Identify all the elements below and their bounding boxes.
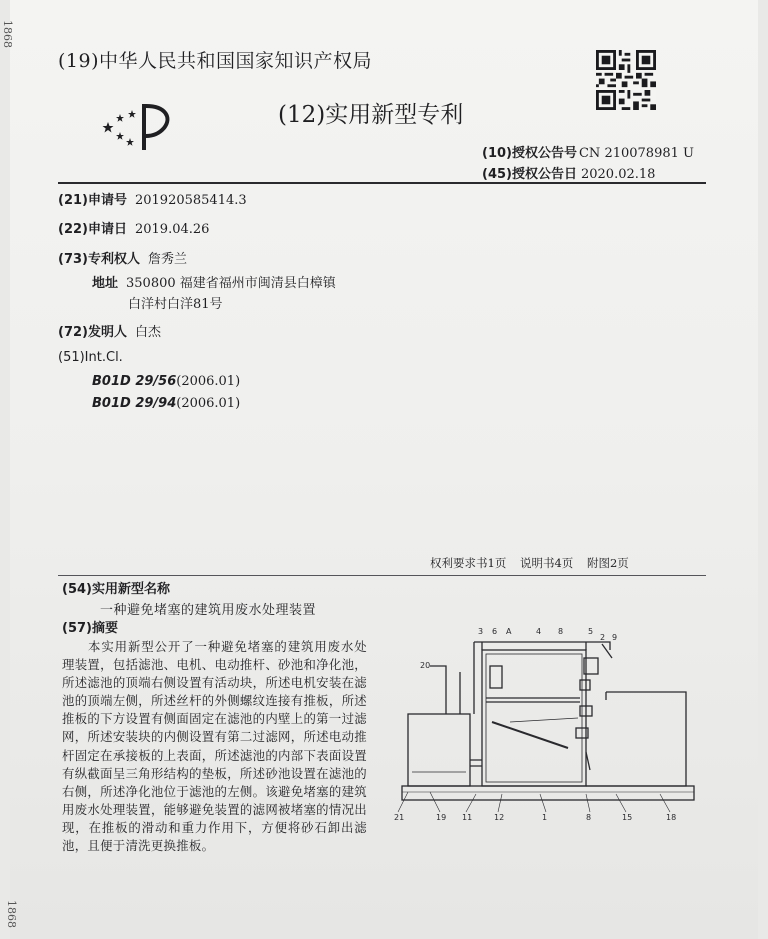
ipc-label: (51)Int.Cl. [58, 350, 123, 365]
patent-page [1, 0, 758, 939]
publication-number-label: (10)授权公告号 [482, 146, 577, 161]
page-count-summary [430, 555, 629, 571]
address-row [92, 272, 336, 291]
ipc-code: B01D 29/56 [92, 374, 177, 389]
figure-label: 6 [492, 627, 498, 636]
ipc-row-1 [92, 374, 240, 389]
address-label: 地址 [92, 276, 119, 291]
figure-label: 4 [536, 627, 542, 636]
patentee-label: (73)专利权人 [58, 252, 140, 267]
abstract-figure [390, 622, 702, 834]
figure-label: 15 [622, 813, 633, 822]
inventor-name: 白杰 [134, 325, 161, 340]
margin-mark-top: 1868 [1, 20, 14, 48]
figure-label: 19 [436, 813, 447, 822]
cnipa-logo [98, 98, 176, 156]
ipc-code: B01D 29/94 [92, 396, 177, 411]
publication-date-row [482, 163, 655, 182]
header-rule [58, 182, 706, 184]
publication-date: 2020.02.18 [580, 167, 656, 182]
title-section-label: (54)实用新型名称 [62, 582, 170, 597]
publication-date-label: (45)授权公告日 [482, 167, 577, 182]
figure-label: 1 [542, 813, 548, 822]
application-number-row [58, 189, 247, 208]
publication-number-row [482, 142, 694, 161]
figure-label: 3 [478, 627, 484, 636]
figure-label: 8 [586, 813, 592, 822]
ipc-version: (2006.01) [176, 396, 241, 411]
claims-pages: 权利要求书1页 [430, 556, 507, 570]
figure-label: 21 [394, 813, 405, 822]
ipc-version: (2006.01) [176, 374, 241, 389]
address-line-2: 白洋村白洋81号 [128, 297, 223, 312]
application-date-row [58, 218, 209, 237]
section-rule [58, 575, 706, 576]
document-type-title: (12)实用新型专利 [278, 102, 464, 128]
application-date: 2019.04.26 [134, 222, 210, 237]
application-number: 201920585414.3 [134, 193, 247, 208]
margin-mark-bottom: 1868 [5, 900, 18, 928]
inventor-row [58, 321, 161, 340]
qr-code [596, 50, 656, 110]
patentee-row [58, 248, 187, 267]
address-line-1: 350800 福建省福州市闽清县白樟镇 [126, 276, 336, 291]
publication-number: CN 210078981 U [578, 146, 694, 161]
ipc-row-2 [92, 396, 240, 411]
figure-label: 18 [666, 813, 677, 822]
figure-label: 9 [612, 633, 618, 642]
abstract-text: 本实用新型公开了一种避免堵塞的建筑用废水处理装置，包括滤池、电机、电动推杆、砂池和净化池，所述滤池的顶端右侧设置有活动块，所述电机安装在滤池的顶端左侧，所述丝杆的外侧螺纹连接有推板，所述推板的下方设置有侧面固定在滤池的内壁上的第一过滤网，所述安装块的内侧设置有第二过滤网，所述电动推杆固定在承接板的上表面，所述滤池的内部下表面设置有纵截面呈三角形结构的垫板，所述砂池设置在滤池的右侧，所述净化池位于滤池的左侧。该避免堵塞的建筑用废水处理装置，能够避免装置的滤网被堵塞的情况出现，在推板的滑动和重力作用下，方便将砂石卸出滤池，且便于清洗更换推板。 [62, 639, 367, 854]
description-pages: 说明书4页 [519, 556, 574, 570]
patentee-name: 詹秀兰 [147, 252, 187, 267]
figure-label: 5 [588, 627, 594, 636]
drawing-pages: 附图2页 [586, 556, 629, 570]
figure-label: 8 [558, 627, 564, 636]
inventor-label: (72)发明人 [58, 325, 127, 340]
application-date-label: (22)申请日 [58, 222, 127, 237]
figure-label: 2 [600, 633, 606, 642]
figure-label: 20 [420, 661, 431, 670]
application-number-label: (21)申请号 [58, 193, 127, 208]
patent-office-title: (19)中华人民共和国国家知识产权局 [58, 50, 373, 72]
figure-label: 12 [494, 813, 505, 822]
utility-model-title: 一种避免堵塞的建筑用废水处理装置 [100, 603, 317, 618]
figure-label: A [506, 627, 512, 636]
figure-label: 11 [462, 813, 473, 822]
abstract-label: (57)摘要 [62, 621, 118, 636]
